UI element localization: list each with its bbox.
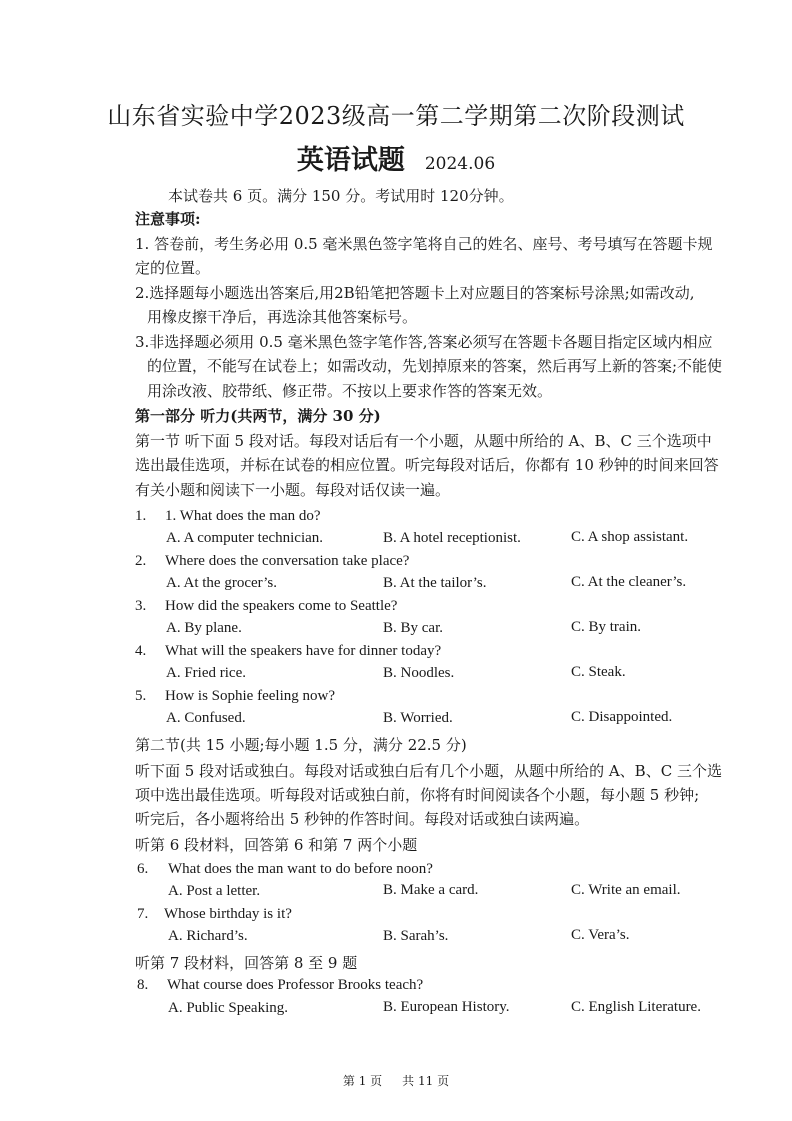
notice-item-3-cont2: 用涂改液、胶带纸、修正带。不按以上要求作答的答案无效。	[147, 382, 553, 400]
question-number: 7.	[137, 906, 149, 922]
option-c: C. Write an email.	[571, 882, 681, 898]
material-6-note: 听第 6 段材料，回答第 6 和第 7 两个小题	[135, 836, 418, 854]
option-a: A. By plane.	[166, 620, 242, 636]
option-a: A. Richard’s.	[168, 928, 248, 944]
section2-instructions-cont2: 听完后，各小题将给出 5 秒钟的作答时间。每段对话或独白读两遍。	[135, 810, 590, 828]
option-b: B. A hotel receptionist.	[383, 530, 521, 546]
section2-instructions: 听下面 5 段对话或独白。每段对话或独白后有几个小题，从题中所给的 A、B、C 三个选	[135, 762, 722, 780]
exam-subtitle	[0, 138, 792, 177]
option-b: B. European History.	[383, 999, 510, 1015]
option-b: B. Noodles.	[383, 665, 455, 681]
option-b: B. At the tailor’s.	[383, 575, 487, 591]
option-c: C. By train.	[571, 619, 641, 635]
option-b: B. Worried.	[383, 710, 453, 726]
question-number: 1.	[135, 508, 147, 524]
question-text: What will the speakers have for dinner today?	[165, 643, 442, 659]
page-footer	[0, 1072, 792, 1089]
notice-heading: 注意事项:	[135, 210, 201, 228]
question-number: 3.	[135, 598, 147, 614]
question-number: 2.	[135, 553, 147, 569]
option-c: C. Vera’s.	[571, 927, 630, 943]
question-number: 6.	[137, 861, 149, 877]
question-number: 4.	[135, 643, 147, 659]
notice-item-2: 2.选择题每小题选出答案后,用2B铅笔把答题卡上对应题目的答案标号涂黑;如需改动,	[135, 284, 695, 302]
option-a: A. Public Speaking.	[168, 1000, 288, 1016]
section1-instructions-cont: 选出最佳选项，并标在试卷的相应位置。听完每段对话后，你都有 10 秒钟的时间来回答	[135, 456, 719, 474]
question-text: How did the speakers come to Seattle?	[165, 598, 398, 614]
question-number: 8.	[137, 977, 149, 993]
option-b: B. Sarah’s.	[383, 928, 449, 944]
page-number: 第 1 页	[342, 1074, 383, 1088]
option-c: C. Disappointed.	[571, 709, 673, 725]
question-text: What does the man want to do before noon?	[168, 861, 433, 877]
option-a: A. Post a letter.	[168, 883, 261, 899]
section1-instructions: 第一节 听下面 5 段对话。每段对话后有一个小题，从题中所给的 A、B、C 三个选项中	[135, 432, 712, 450]
question-text: Where does the conversation take place?	[165, 553, 410, 569]
section2-instructions-cont: 项中选出最佳选项。听每段对话或独白前，你将有时间阅读各个小题，每小题 5 秒钟;	[135, 786, 700, 804]
option-a: A. At the grocer’s.	[166, 575, 277, 591]
option-b: B. By car.	[383, 620, 443, 636]
option-c: C. English Literature.	[571, 999, 701, 1015]
option-c: C. At the cleaner’s.	[571, 574, 687, 590]
question-text: What course does Professor Brooks teach?	[167, 977, 424, 993]
material-7-note: 听第 7 段材料，回答第 8 至 9 题	[135, 954, 358, 972]
option-a: A. A computer technician.	[166, 530, 324, 546]
option-a: A. Fried rice.	[166, 665, 246, 681]
option-b: B. Make a card.	[383, 882, 479, 898]
exam-intro: 本试卷共 6 页。满分 150 分。考试用时 120分钟。	[168, 187, 514, 205]
section2-heading: 第二节(共 15 小题;每小题 1.5 分，满分 22.5 分)	[135, 736, 467, 754]
notice-item-1: 1. 答卷前，考生务必用 0.5 毫米黑色签字笔将自己的姓名、座号、考号填写在答题卡规	[135, 235, 713, 253]
question-number: 5.	[135, 688, 147, 704]
section1-instructions-cont2: 有关小题和阅读下一小题。每段对话仅读一遍。	[135, 481, 451, 499]
notice-item-3-cont: 的位置，不能写在试卷上；如需改动，先划掉原来的答案，然后再写上新的答案;不能使	[147, 357, 723, 375]
notice-item-3: 3.非选择题必须用 0.5 毫米黑色签字笔作答,答案必须写在答题卡各题目指定区域内相应	[135, 333, 713, 351]
question-text: 1. What does the man do?	[165, 508, 321, 524]
part1-heading: 第一部分 听力(共两节，满分 30 分)	[135, 407, 381, 425]
option-c: C. Steak.	[571, 664, 626, 680]
exam-date: 2024.06	[424, 154, 496, 174]
question-text: How is Sophie feeling now?	[165, 688, 335, 704]
page-total: 共 11 页	[402, 1074, 450, 1088]
option-a: A. Confused.	[166, 710, 246, 726]
option-c: C. A shop assistant.	[571, 529, 689, 545]
notice-item-1-cont: 定的位置。	[135, 259, 211, 277]
question-text: Whose birthday is it?	[164, 906, 292, 922]
exam-title: 山东省实验中学2023级高一第二学期第二次阶段测试	[107, 102, 685, 130]
notice-item-2-cont: 用橡皮擦干净后，再选涂其他答案标号。	[147, 308, 418, 326]
subject-title: 英语试题	[296, 145, 405, 176]
